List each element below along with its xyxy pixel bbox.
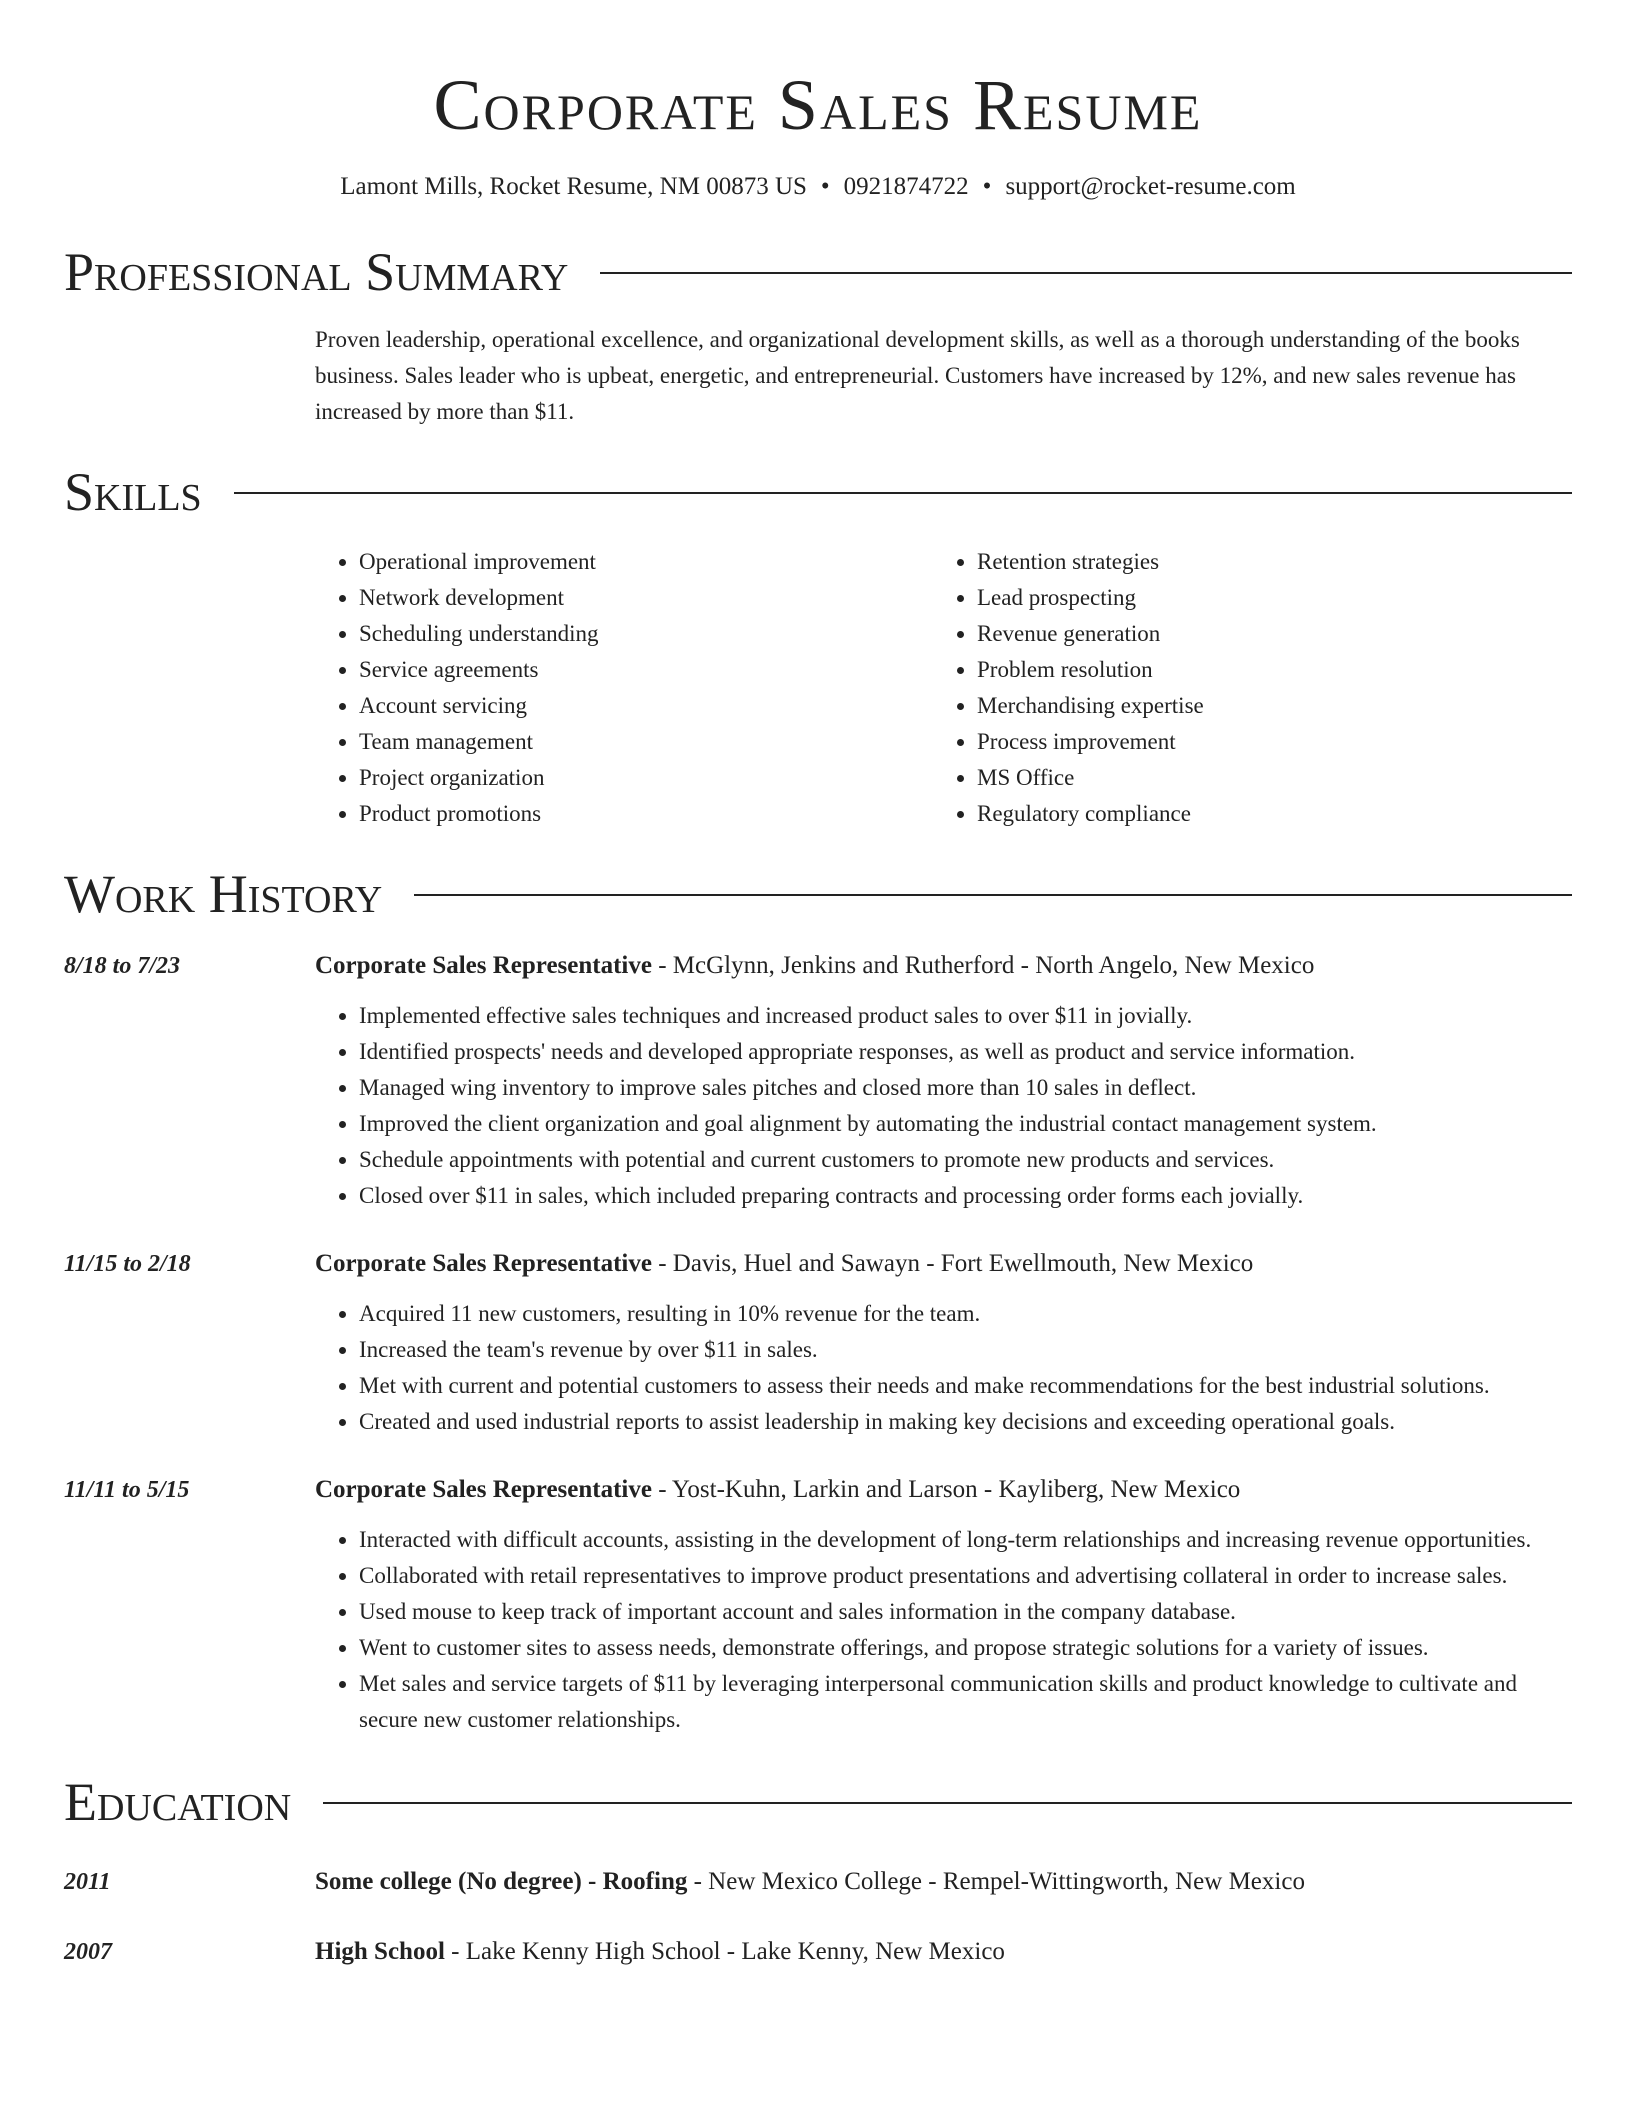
job-bullet: • Closed over $11 in sales, which included preparing contracts and processing order forms each jovially. xyxy=(359,1178,1572,1214)
skill-item: • Process improvement xyxy=(977,724,1551,760)
resume-page xyxy=(64,0,1572,1970)
education-title: Some college (No degree) - Roofing xyxy=(315,1868,688,1895)
job-bullet: • Increased the team's revenue by over $11 in sales. xyxy=(359,1332,1572,1368)
job-header xyxy=(64,1472,1572,1508)
job-dates: 11/15 to 2/18 xyxy=(64,1251,191,1277)
job-bullet: • Collaborated with retail representatives to improve product presentations and advertising collateral in order to increase sales. xyxy=(359,1558,1572,1594)
education-school: - New Mexico College - Rempel-Wittingworth, New Mexico xyxy=(687,1868,1305,1895)
job-bullet: • Identified prospects' needs and developed appropriate responses, as well as product and service information. xyxy=(359,1034,1572,1070)
job-employer: - Davis, Huel and Sawayn - Fort Ewellmouth, New Mexico xyxy=(651,1250,1254,1277)
skills-column-right xyxy=(933,544,1551,832)
job-title: Corporate Sales Representative xyxy=(315,1476,652,1503)
skill-item: • Service agreements xyxy=(359,652,933,688)
skill-item: • Problem resolution xyxy=(977,652,1551,688)
job-entry xyxy=(64,948,1572,1214)
work-heading: Work History xyxy=(64,864,383,924)
job-bullet: • Acquired 11 new customers, resulting in 10% revenue for the team. xyxy=(359,1296,1572,1332)
education-heading: Education xyxy=(64,1772,292,1832)
skill-item: • Network development xyxy=(359,580,933,616)
section-divider xyxy=(414,894,1572,896)
education-details xyxy=(315,1864,1305,1900)
job-bullet: • Used mouse to keep track of important account and sales information in the company database. xyxy=(359,1594,1572,1630)
job-bullets xyxy=(315,1296,1572,1440)
job-employer: - Yost-Kuhn, Larkin and Larson - Kayliberg, New Mexico xyxy=(651,1476,1241,1503)
skill-item: • Project organization xyxy=(359,760,933,796)
job-role xyxy=(315,1246,1253,1282)
section-divider xyxy=(600,272,1572,274)
job-entry xyxy=(64,1246,1572,1440)
section-divider xyxy=(323,1802,1572,1804)
education-title: High School xyxy=(315,1938,445,1965)
skill-item: • MS Office xyxy=(977,760,1551,796)
education-year: 2007 xyxy=(64,1939,112,1965)
skill-item: • Scheduling understanding xyxy=(359,616,933,652)
document-title: Corporate Sales Resume xyxy=(433,65,1203,145)
skill-item: • Operational improvement xyxy=(359,544,933,580)
job-employer: - McGlynn, Jenkins and Rutherford - North Angelo, New Mexico xyxy=(651,952,1315,979)
education-year: 2011 xyxy=(64,1869,111,1895)
skills-heading: Skills xyxy=(64,462,202,522)
skill-item: • Product promotions xyxy=(359,796,933,832)
contact-line xyxy=(64,170,1572,204)
contact-address: Lamont Mills, Rocket Resume, NM 00873 US xyxy=(340,173,807,200)
contact-email: support@rocket-resume.com xyxy=(1005,173,1296,200)
education-school: - Lake Kenny High School - Lake Kenny, New Mexico xyxy=(444,1938,1005,1965)
skill-item: • Lead prospecting xyxy=(977,580,1551,616)
summary-text: Proven leadership, operational excellence, and organizational development skills, as well as a thorough understanding of the books business. Sales leader who is upbeat, energetic, and entrepreneurial. Customers have increased by 12%, and new sales revenue has increased by more than $11. xyxy=(315,327,1520,424)
summary-heading: Professional Summary xyxy=(64,242,569,302)
skills-list xyxy=(315,544,1572,832)
job-bullets xyxy=(315,998,1572,1214)
skill-item: • Account servicing xyxy=(359,688,933,724)
job-entry xyxy=(64,1472,1572,1738)
job-dates: 11/11 to 5/15 xyxy=(64,1477,190,1503)
contact-separator: • xyxy=(982,173,992,200)
skills-section-header xyxy=(64,460,1572,524)
education-details xyxy=(315,1934,1005,1970)
skill-item: • Regulatory compliance xyxy=(977,796,1551,832)
education-section-header xyxy=(64,1770,1572,1834)
job-bullet: • Improved the client organization and goal alignment by automating the industrial contact management system. xyxy=(359,1106,1572,1142)
skills-column-left xyxy=(315,544,933,832)
job-title: Corporate Sales Representative xyxy=(315,952,652,979)
education-entry xyxy=(64,1934,1572,1970)
job-title: Corporate Sales Representative xyxy=(315,1250,652,1277)
section-divider xyxy=(234,492,1572,494)
job-bullet: • Went to customer sites to assess needs, demonstrate offerings, and propose strategic solutions for a variety of issues. xyxy=(359,1630,1572,1666)
skill-item: • Merchandising expertise xyxy=(977,688,1551,724)
education-entry xyxy=(64,1864,1572,1900)
job-header xyxy=(64,1246,1572,1282)
job-bullet: • Met sales and service targets of $11 by leveraging interpersonal communication skills and product knowledge to cultivate and secure new customer relationships. xyxy=(359,1666,1572,1738)
job-header xyxy=(64,948,1572,984)
skill-item: • Retention strategies xyxy=(977,544,1551,580)
job-dates: 8/18 to 7/23 xyxy=(64,953,181,979)
job-bullet: • Met with current and potential customers to assess their needs and make recommendations for the best industrial solutions. xyxy=(359,1368,1572,1404)
job-bullet: • Interacted with difficult accounts, assisting in the development of long-term relationships and increasing revenue opportunities. xyxy=(359,1522,1572,1558)
work-section-header xyxy=(64,862,1572,926)
summary-section-header xyxy=(64,240,1572,304)
skill-item: • Team management xyxy=(359,724,933,760)
contact-separator: • xyxy=(820,173,830,200)
job-bullet: • Created and used industrial reports to assist leadership in making key decisions and exceeding operational goals. xyxy=(359,1404,1572,1440)
job-bullets xyxy=(315,1522,1572,1738)
job-bullet: • Schedule appointments with potential and current customers to promote new products and services. xyxy=(359,1142,1572,1178)
job-role xyxy=(315,948,1314,984)
contact-phone: 0921874722 xyxy=(843,173,969,200)
job-bullet: • Managed wing inventory to improve sales pitches and closed more than 10 sales in deflect. xyxy=(359,1070,1572,1106)
job-role xyxy=(315,1472,1240,1508)
job-bullet: • Implemented effective sales techniques and increased product sales to over $11 in jovially. xyxy=(359,998,1572,1034)
skill-item: • Revenue generation xyxy=(977,616,1551,652)
